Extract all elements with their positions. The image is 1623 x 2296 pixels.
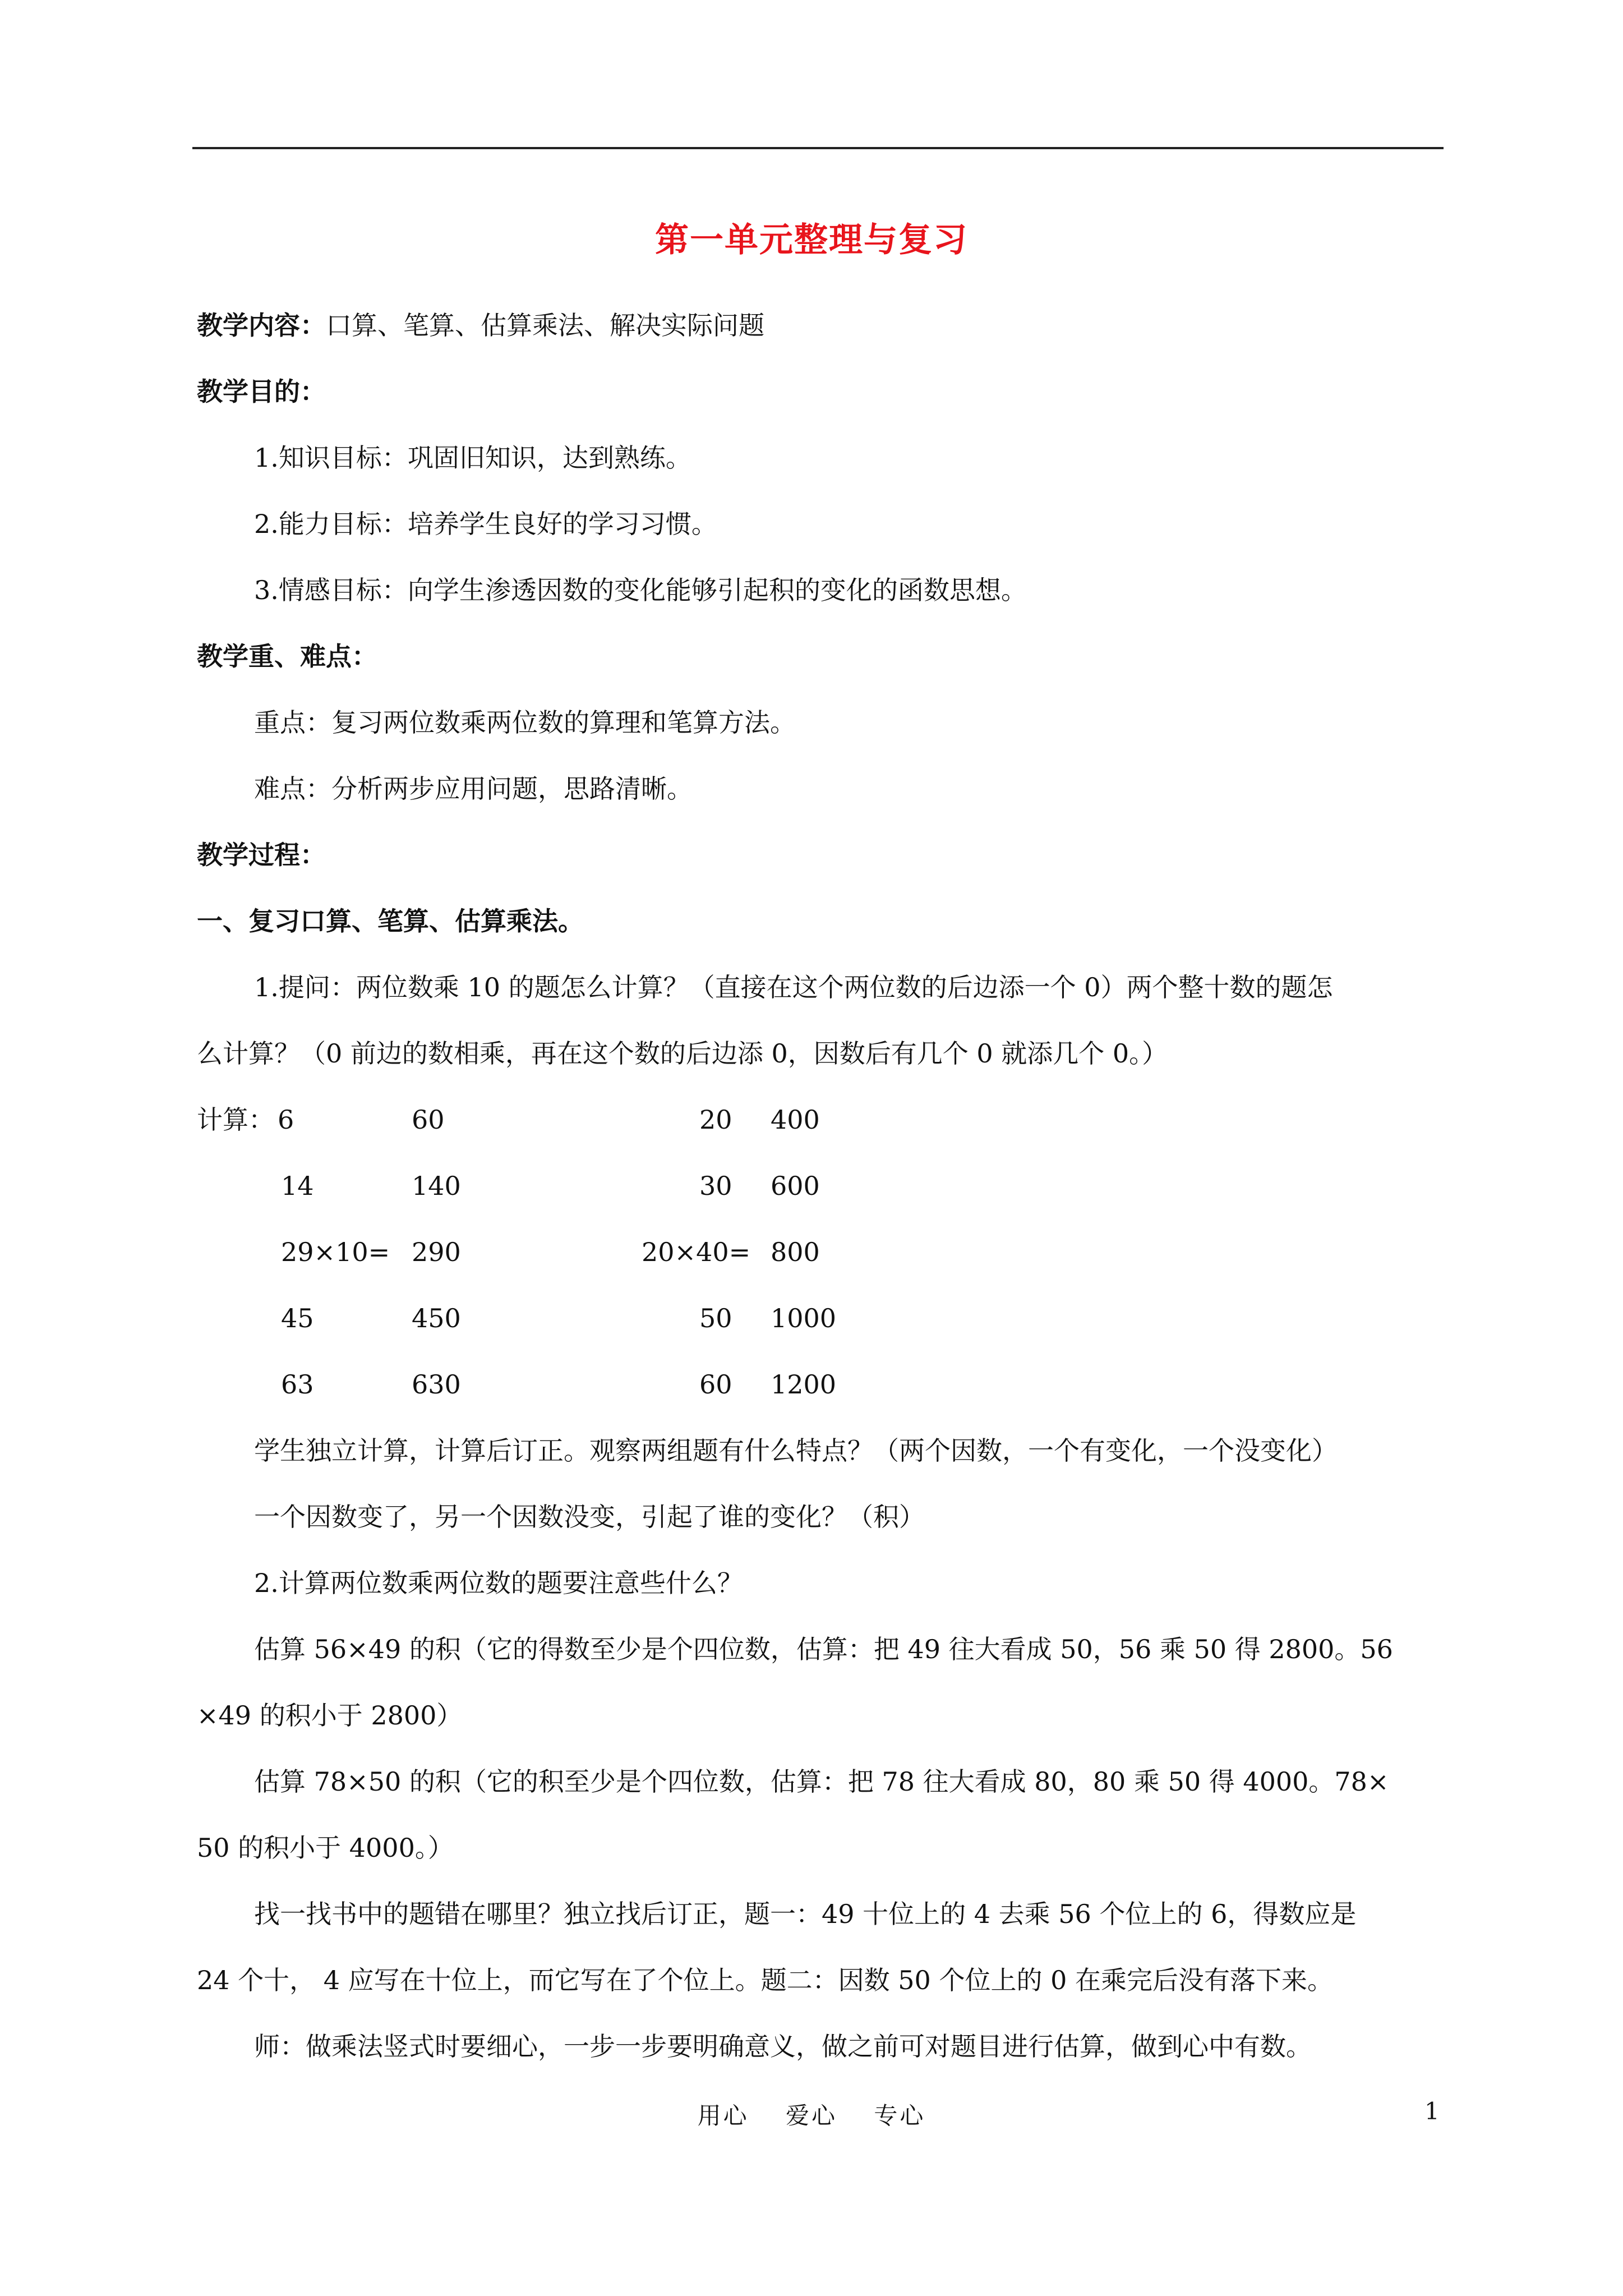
document-title: 第一单元整理与复习: [655, 220, 968, 260]
header-rule: [192, 147, 1444, 149]
find-error-line2: 24 个十， 4 应写在十位上，而它写在了个位上。题二：因数 50 个位上的 0 在乘完后没有落下来。: [197, 1965, 1333, 1995]
question1-line1: 1.提问：两位数乘 10 的题怎么计算？（直接在这个两位数的后边添一个 0）两个整十数的题怎: [254, 972, 1333, 1002]
page-footer: [0, 2097, 1623, 2131]
calc-cell: 1000: [771, 1303, 837, 1333]
footer-word: 爱心: [785, 2102, 837, 2129]
footer-word: 专心: [874, 2102, 926, 2129]
content-line: [197, 309, 764, 342]
page-number: 1: [1424, 2097, 1440, 2125]
key-point: 重点：复习两位数乘两位数的算理和笔算方法。: [254, 707, 796, 738]
calc-cell: 50: [699, 1303, 732, 1333]
calc-cell: 800: [771, 1237, 820, 1267]
question1-line2: 么计算？（0 前边的数相乘，再在这个数的后边添 0，因数后有几个 0 就添几个 0。）: [197, 1038, 1168, 1069]
calc-cell: 30: [699, 1171, 732, 1201]
estimate2-line2: 50 的积小于 4000。）: [197, 1833, 454, 1863]
observe-line: 学生独立计算，计算后订正。观察两组题有什么特点？（两个因数，一个有变化，一个没变化）: [254, 1435, 1338, 1466]
content-label: 教学内容：: [197, 310, 326, 341]
calc-cell: 450: [412, 1303, 461, 1333]
key-heading: 教学重、难点：: [197, 641, 377, 671]
calc-cell: 63: [281, 1369, 314, 1400]
calc-cell: 140: [412, 1171, 461, 1201]
calc-cell: 20: [699, 1105, 732, 1135]
footer-word: 用心: [697, 2102, 749, 2129]
calc-cell: 29×10=: [281, 1237, 390, 1267]
estimate2-line1: 估算 78×50 的积（它的积至少是个四位数，估算：把 78 往大看成 80，80 乘 50 得 4000。78×: [254, 1766, 1389, 1797]
difficult-point: 难点：分析两步应用问题，思路清晰。: [254, 774, 693, 804]
section1-heading: 一、复习口算、笔算、估算乘法。: [197, 906, 584, 936]
calc-cell: 600: [771, 1171, 820, 1201]
goal-emotion: 3.情感目标：向学生渗透因数的变化能够引起积的变化的函数思想。: [254, 575, 1027, 605]
calc-cell: 6: [278, 1105, 294, 1135]
goal-knowledge: 1.知识目标：巩固旧知识，达到熟练。: [254, 443, 691, 473]
process-heading: 教学过程：: [197, 840, 326, 870]
calc-cell: 20×40=: [642, 1237, 751, 1267]
goals-heading: 教学目的：: [197, 376, 326, 407]
calc-cell: 400: [771, 1105, 820, 1135]
estimate1-line1: 估算 56×49 的积（它的得数至少是个四位数，估算：把 49 往大看成 50，56 乘 50 得 2800。56: [254, 1634, 1393, 1664]
calc-cell: 45: [281, 1303, 314, 1333]
calc-cell: 630: [412, 1369, 461, 1400]
find-error-line1: 找一找书中的题错在哪里？独立找后订正，题一：49 十位上的 4 去乘 56 个位上的 6，得数应是: [254, 1899, 1357, 1929]
goal-ability: 2.能力目标：培养学生良好的学习习惯。: [254, 509, 717, 539]
teacher-note: 师：做乘法竖式时要细心，一步一步要明确意义，做之前可对题目进行估算，做到心中有数。: [254, 2031, 1312, 2062]
calc-cell: 14: [281, 1171, 314, 1201]
factor-line: 一个因数变了，另一个因数没变，引起了谁的变化？（积）: [254, 1502, 925, 1532]
question2-line: 2.计算两位数乘两位数的题要注意些什么？: [254, 1568, 743, 1598]
calc-cell: 290: [412, 1237, 461, 1267]
calc-label: 计算：: [197, 1105, 274, 1135]
estimate1-line2: ×49 的积小于 2800）: [197, 1700, 463, 1731]
calc-cell: 1200: [771, 1369, 837, 1400]
calc-cell: 60: [412, 1105, 445, 1135]
content-text: 口算、笔算、估算乘法、解决实际问题: [326, 310, 764, 341]
calc-cell: 60: [699, 1369, 732, 1400]
